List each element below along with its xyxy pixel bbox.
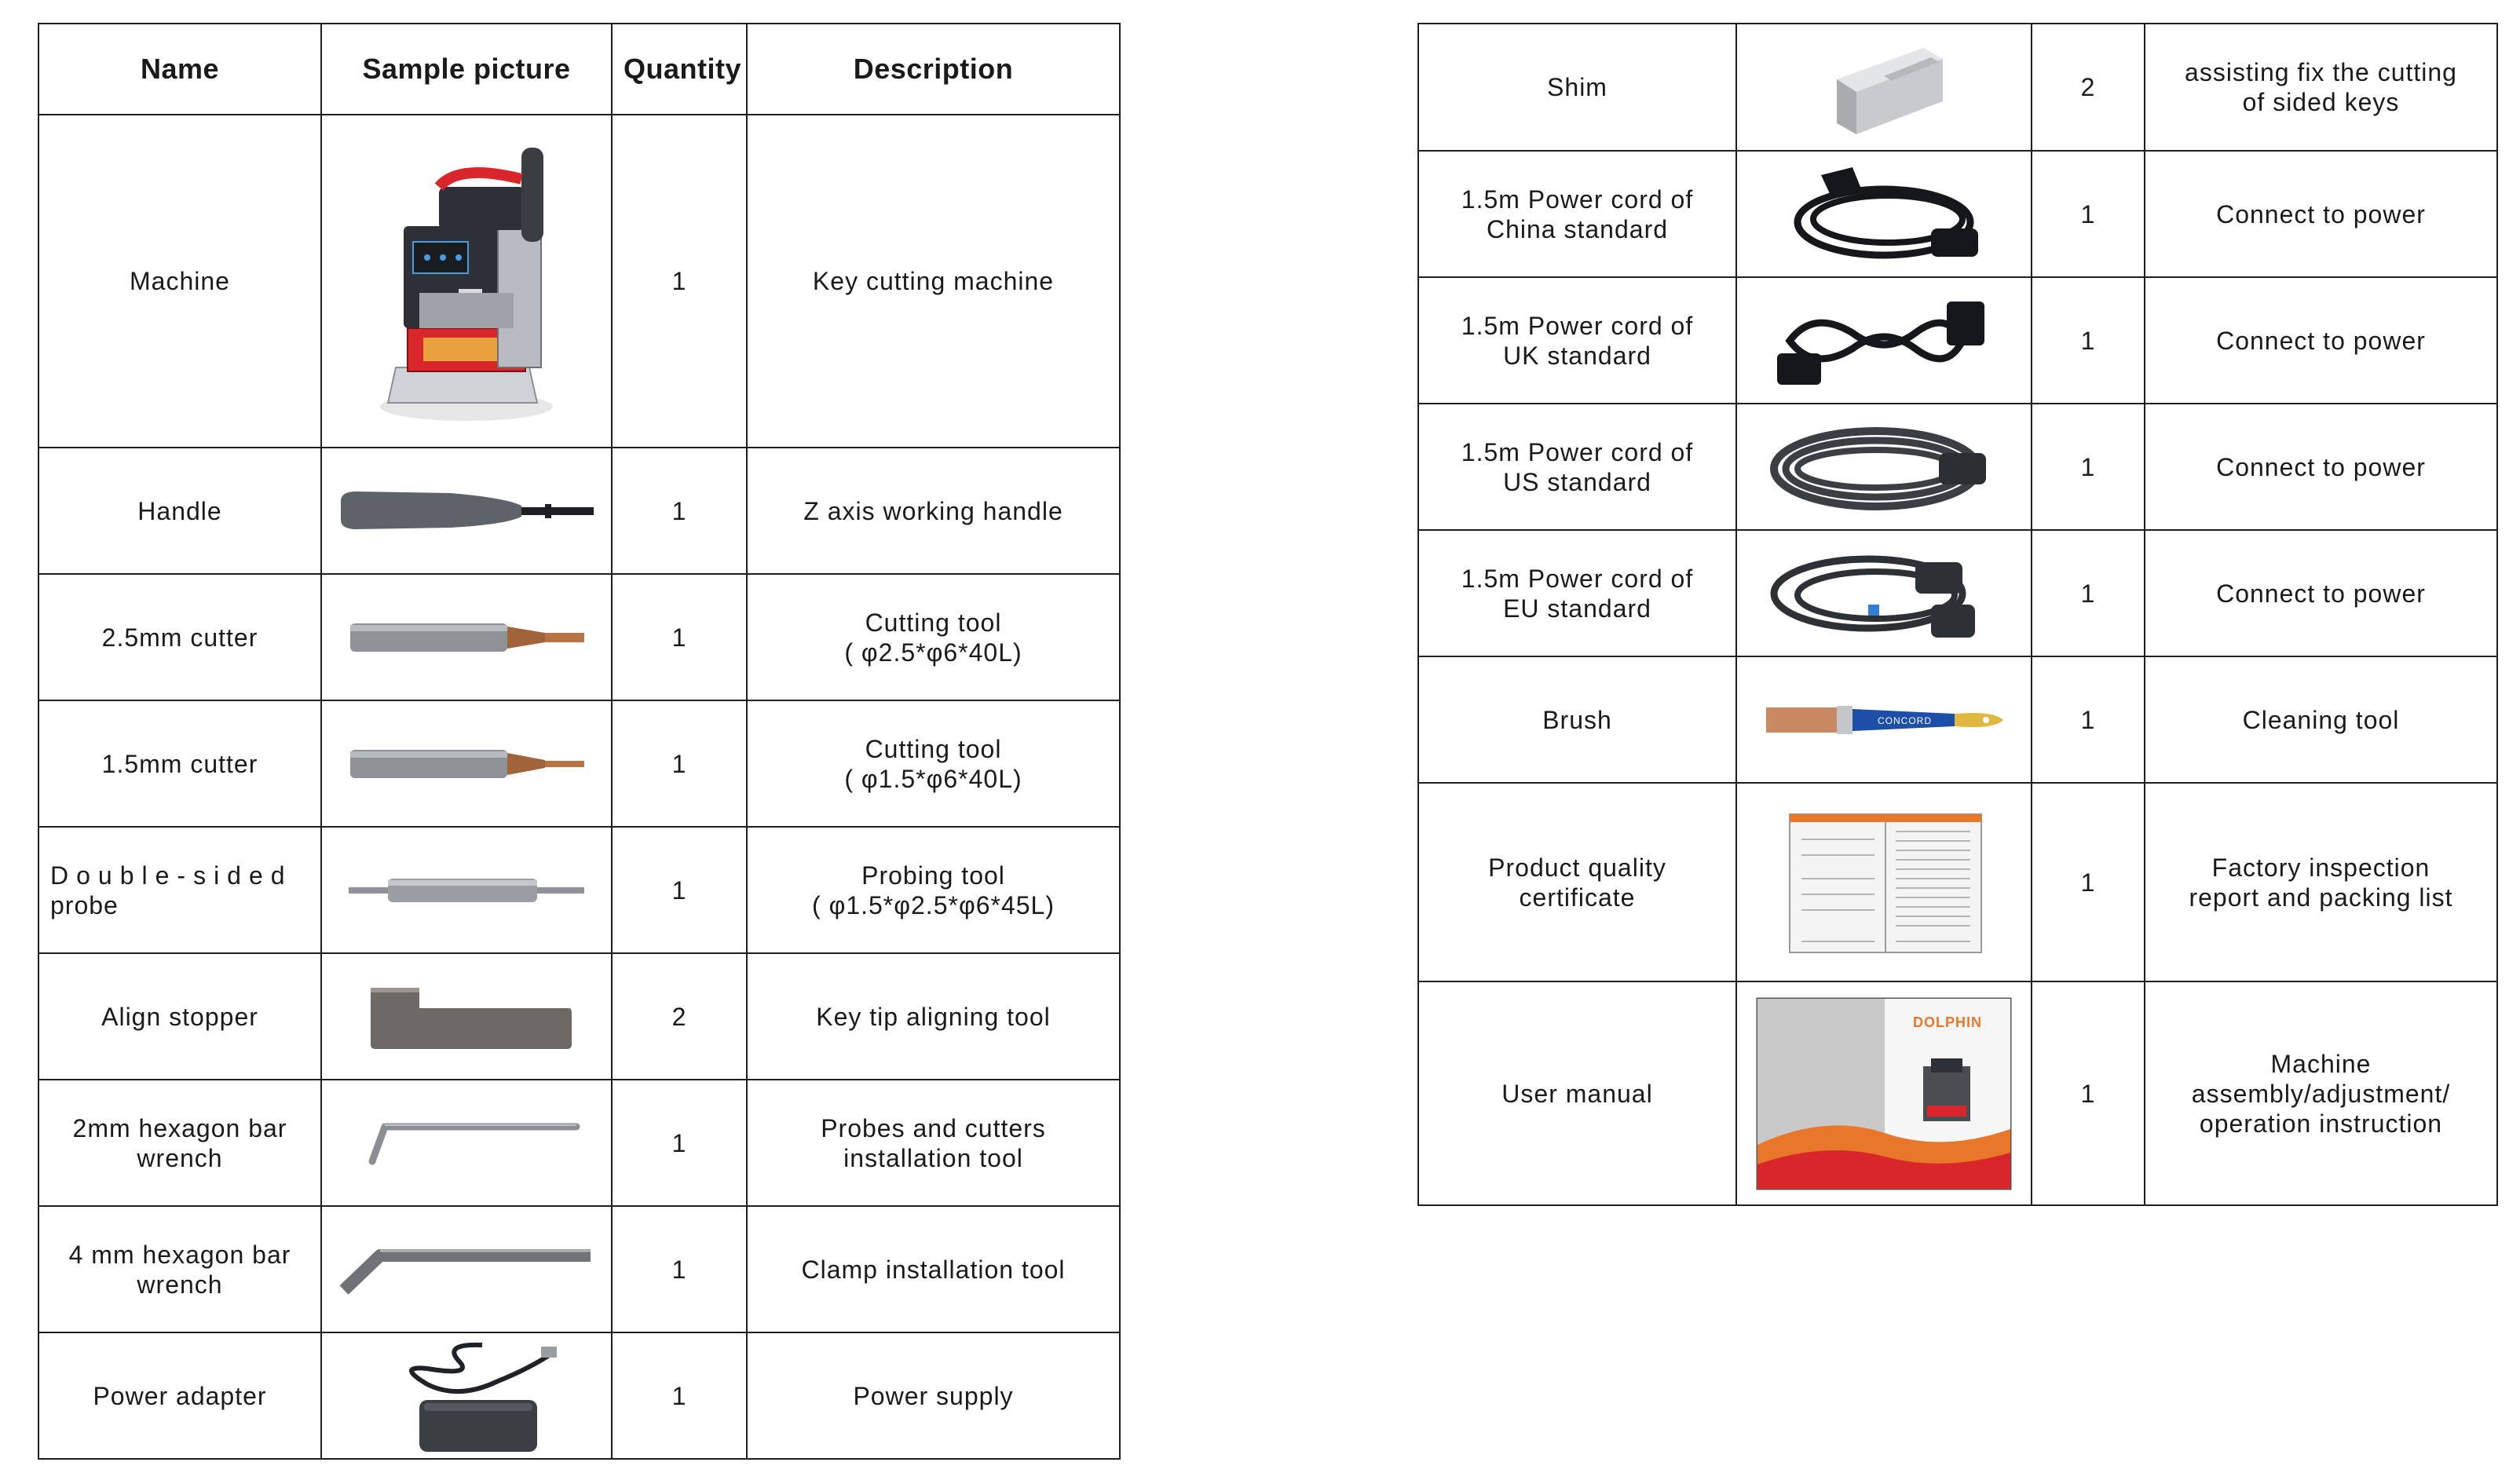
item-quantity: 1 xyxy=(2032,981,2145,1205)
table-row xyxy=(38,827,1120,953)
item-quantity: 2 xyxy=(612,953,747,1080)
item-description: Cutting tool ( φ2.5*φ6*40L) xyxy=(747,574,1120,700)
key-cutting-machine-image xyxy=(364,132,569,430)
item-name: 1.5m Power cord of US standard xyxy=(1418,404,1736,530)
item-name: 1.5m Power cord of UK standard xyxy=(1418,277,1736,404)
table-row xyxy=(38,1206,1120,1332)
sample-picture xyxy=(321,1332,612,1459)
table-row xyxy=(38,448,1120,574)
item-quantity: 1 xyxy=(2032,530,2145,656)
table-row xyxy=(1418,404,2497,530)
item-quantity: 1 xyxy=(2032,783,2145,981)
item-name: 2mm hexagon bar wrench xyxy=(38,1080,321,1206)
table-row xyxy=(38,1080,1120,1206)
item-quantity: 1 xyxy=(612,1332,747,1459)
sample-picture xyxy=(1736,404,2032,530)
power-cord-china-image xyxy=(1774,159,1994,269)
sample-picture xyxy=(321,1206,612,1332)
item-description: Cutting tool ( φ1.5*φ6*40L) xyxy=(747,700,1120,827)
table-row xyxy=(1418,24,2497,151)
table-row xyxy=(38,574,1120,700)
power-adapter-image xyxy=(372,1337,561,1455)
item-description: Machine assembly/adjustment/ operation instruction xyxy=(2145,981,2497,1205)
item-description: Probes and cutters installation tool xyxy=(747,1080,1120,1206)
item-description: Connect to power xyxy=(2145,530,2497,656)
align-stopper-image xyxy=(357,981,576,1052)
sample-picture xyxy=(321,700,612,827)
header-description: Description xyxy=(747,24,1120,115)
sample-picture xyxy=(1736,151,2032,277)
table-row xyxy=(1418,277,2497,404)
item-name: Power adapter xyxy=(38,1332,321,1459)
sample-picture xyxy=(1736,656,2032,783)
item-quantity: 1 xyxy=(612,574,747,700)
item-description: Power supply xyxy=(747,1332,1120,1459)
item-quantity: 1 xyxy=(2032,151,2145,277)
sample-picture xyxy=(321,448,612,574)
probe-image xyxy=(341,871,592,910)
header-name: Name xyxy=(38,24,321,115)
sample-picture xyxy=(321,953,612,1080)
table-row xyxy=(1418,530,2497,656)
item-description: assisting fix the cutting of sided keys xyxy=(2145,24,2497,151)
item-description: Connect to power xyxy=(2145,404,2497,530)
accessories-table-right xyxy=(1417,23,2498,1206)
item-name: Machine xyxy=(38,115,321,448)
certificate-image xyxy=(1782,808,1986,957)
item-name: Shim xyxy=(1418,24,1736,151)
sample-picture xyxy=(321,1080,612,1206)
item-name: 1.5mm cutter xyxy=(38,700,321,827)
table-row xyxy=(1418,981,2497,1205)
item-name: Double-sided probe xyxy=(38,827,321,953)
brush-brand-label: CONCORD xyxy=(1878,715,1932,726)
item-quantity: 1 xyxy=(2032,277,2145,404)
item-quantity: 1 xyxy=(612,1206,747,1332)
cutter-image xyxy=(341,614,592,661)
item-name: Handle xyxy=(38,448,321,574)
power-cord-us-image xyxy=(1758,412,2010,522)
header-sample-picture: Sample picture xyxy=(321,24,612,115)
user-manual-image xyxy=(1754,996,2013,1192)
item-name: Brush xyxy=(1418,656,1736,783)
item-quantity: 2 xyxy=(2032,24,2145,151)
item-description: Connect to power xyxy=(2145,151,2497,277)
hex-wrench-large-image xyxy=(333,1238,600,1301)
sample-picture xyxy=(321,574,612,700)
handle-image xyxy=(333,484,600,539)
table-row xyxy=(38,700,1120,827)
item-description: Cleaning tool xyxy=(2145,656,2497,783)
brush-image xyxy=(1758,696,2010,744)
table-header-row xyxy=(38,24,1120,115)
item-quantity: 1 xyxy=(2032,656,2145,783)
item-name: 2.5mm cutter xyxy=(38,574,321,700)
accessories-table-left xyxy=(38,23,1121,1460)
sample-picture xyxy=(1736,530,2032,656)
table-row xyxy=(1418,656,2497,783)
sample-picture xyxy=(1736,981,2032,1205)
header-quantity: Quantity xyxy=(612,24,747,115)
item-description: Connect to power xyxy=(2145,277,2497,404)
sample-picture xyxy=(1736,783,2032,981)
table-row xyxy=(38,115,1120,448)
item-description: Factory inspection report and packing list xyxy=(2145,783,2497,981)
item-name: 1.5m Power cord of China standard xyxy=(1418,151,1736,277)
item-description: Z axis working handle xyxy=(747,448,1120,574)
sample-picture xyxy=(321,827,612,953)
sample-picture xyxy=(321,115,612,448)
item-description: Clamp installation tool xyxy=(747,1206,1120,1332)
power-cord-eu-image xyxy=(1758,539,2010,649)
item-quantity: 1 xyxy=(612,827,747,953)
item-description: Key cutting machine xyxy=(747,115,1120,448)
shim-image xyxy=(1805,32,1962,142)
sample-picture xyxy=(1736,24,2032,151)
table-row xyxy=(1418,151,2497,277)
sample-picture xyxy=(1736,277,2032,404)
table-row xyxy=(38,953,1120,1080)
cutter-image xyxy=(341,740,592,788)
power-cord-uk-image xyxy=(1766,286,2002,396)
item-quantity: 1 xyxy=(2032,404,2145,530)
item-name: 1.5m Power cord of EU standard xyxy=(1418,530,1736,656)
item-name: 4 mm hexagon bar wrench xyxy=(38,1206,321,1332)
table-row xyxy=(38,1332,1120,1459)
item-quantity: 1 xyxy=(612,448,747,574)
manual-brand-label: DOLPHIN xyxy=(1913,1014,1982,1030)
item-quantity: 1 xyxy=(612,1080,747,1206)
table-row xyxy=(1418,783,2497,981)
item-quantity: 1 xyxy=(612,115,747,448)
item-description: Probing tool ( φ1.5*φ2.5*φ6*45L) xyxy=(747,827,1120,953)
item-quantity: 1 xyxy=(612,700,747,827)
item-name: Product quality certificate xyxy=(1418,783,1736,981)
item-name: Align stopper xyxy=(38,953,321,1080)
item-name: User manual xyxy=(1418,981,1736,1205)
hex-wrench-small-image xyxy=(341,1116,592,1171)
item-description: Key tip aligning tool xyxy=(747,953,1120,1080)
